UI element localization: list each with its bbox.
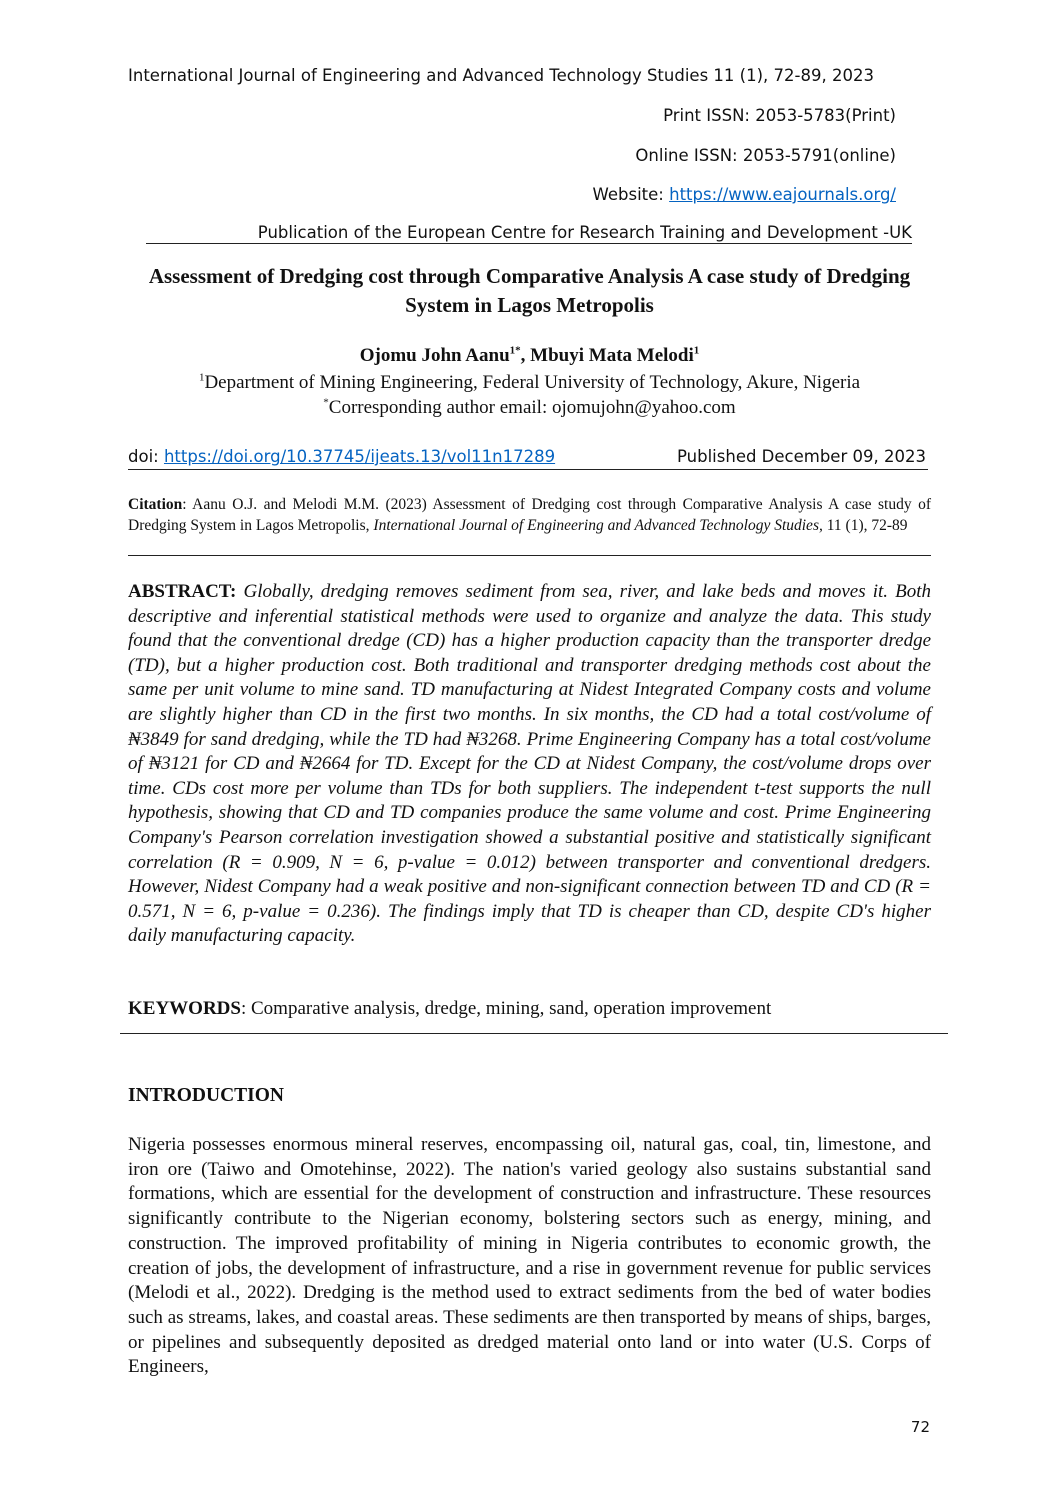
introduction-text: Nigeria possesses enormous mineral reserves, encompassing oil, natural gas, coal, tin, limestone, and iron ore (Taiwo and Omotehinse, 2022). The nation's varied geology also sustains substantial sand formations, which are essential for the development of construction and infrastructure. These resources significantly contribute to the Nigerian economy, bolstering sectors such as energy, mining, and construction. The improved profitability of mining in Nigeria contributes to economic growth, the creation of jobs, the development of infrastructure, and a rise in government revenue for public services (Melodi et al., 2022). Dredging is the method used to extract sediments from the bed of water bodies such as streams, lakes, and coastal areas. These sediments are then transported by means of ships, barges, or pipelines and subsequently deposited as dredged material onto land or into water (U.S. Corps of Engineers, xyxy=(128,1134,931,1378)
introduction-heading: INTRODUCTION xyxy=(128,1085,285,1106)
website-label: Website: xyxy=(592,185,670,204)
author-line xyxy=(128,344,931,368)
published-date: Published December 09, 2023 xyxy=(677,447,926,466)
abstract-text: Globally, dredging removes sediment from sea, river, and lake beds and moves it. Both descriptive and inferential statistical methods were used to organize and analyze the data. This study found that the conventional dredge (CD) has a higher production capacity than the transporter dredge (TD), but a higher production cost. Both traditional and transporter dredging methods cost about the same per unit volume to mine sand. TD manufacturing at Nidest Integrated Company costs and volume are slightly higher than CD in the first two months. In six months, the CD had a total cost/volume of ₦3849 for sand dredging, while the TD had ₦3268. Prime Engineering Company has a total cost/volume of ₦3121 for CD and ₦2664 for TD. Except for the CD at Nidest Company, the cost/volume drops over time. CDs cost more per volume than TDs for both suppliers. The independent t-test supports the null hypothesis, showing that CD and TD companies produce the same volume and cost. Prime Engineering Company's Pearson correlation investigation showed a substantial positive and statistically significant correlation (R = 0.909, N = 6, p-value = 0.012) between transporter and conventional dredgers. However, Nidest Company had a weak positive and non-significant connection between TD and CD (R = 0.571, N = 6, p-value = 0.236). The findings imply that TD is cheaper than CD, despite CD's higher daily manufacturing capacity. xyxy=(128,581,931,947)
affiliation-text: Department of Mining Engineering, Federal University of Technology, Akure, Nigeria xyxy=(204,372,861,393)
header-divider xyxy=(146,243,912,244)
author-2-superscript: 1 xyxy=(693,344,700,357)
keywords-text: : Comparative analysis, dredge, mining, sand, operation improvement xyxy=(240,998,772,1019)
citation-block xyxy=(128,495,931,536)
email-text: Corresponding author email: ojomujohn@yahoo.com xyxy=(328,397,736,418)
keywords-label: KEYWORDS xyxy=(128,998,241,1019)
citation-volume: 11 (1), 72-89 xyxy=(822,516,908,534)
journal-header-line: International Journal of Engineering and Advanced Technology Studies 11 (1), 72-89, 2023 xyxy=(128,66,874,85)
citation-label: Citation xyxy=(128,496,183,513)
affiliation-superscript: 1 xyxy=(198,371,205,384)
page-number: 72 xyxy=(910,1418,930,1436)
abstract-block xyxy=(128,580,931,949)
email-superscript: * xyxy=(323,396,329,409)
author-1: Ojomu John Aanu xyxy=(359,345,510,366)
citation-journal: International Journal of Engineering and Advanced Technology Studies, xyxy=(373,516,823,534)
website-line xyxy=(400,185,896,205)
keywords-divider xyxy=(120,1033,948,1034)
author-1-superscript: 1* xyxy=(509,344,521,357)
author-separator: , xyxy=(520,345,531,366)
corresponding-email xyxy=(128,396,931,420)
keywords-block xyxy=(128,997,931,1021)
author-2: Mbuyi Mata Melodi xyxy=(530,345,694,366)
doi-label: doi: xyxy=(128,447,164,466)
citation-divider xyxy=(128,555,931,556)
affiliation xyxy=(128,371,931,395)
citation-text: : Aanu O.J. and Melodi M.M. (2023) Assessment of Dredging cost through Comparative Analysis A case study of Dredging System in Lagos Metropolis, xyxy=(128,496,931,534)
publisher-line: Publication of the European Centre for Research Training and Development -UK xyxy=(257,223,912,242)
doi-divider xyxy=(128,469,928,470)
abstract-label: ABSTRACT: xyxy=(128,581,237,602)
doi-link[interactable]: https://doi.org/10.37745/ijeats.13/vol11n17289 xyxy=(163,447,556,466)
paper-title: Assessment of Dredging cost through Comparative Analysis A case study of Dredging System in Lagos Metropolis xyxy=(148,264,911,317)
print-issn: Print ISSN: 2053-5783(Print) xyxy=(663,106,896,125)
website-link[interactable]: https://www.eajournals.org/ xyxy=(669,185,896,204)
doi-line xyxy=(128,447,555,467)
online-issn: Online ISSN: 2053-5791(online) xyxy=(635,146,896,165)
